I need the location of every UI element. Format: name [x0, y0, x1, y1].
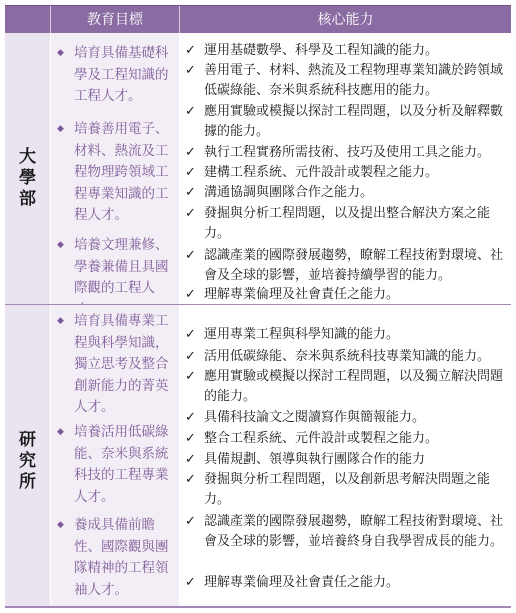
check-icon: ✓: [185, 145, 196, 160]
goal-item: ◆ 培養善用電子、材料、熱流及工程物理跨領域工程專業知識的工程人才。: [57, 121, 169, 223]
check-icon: ✓: [185, 431, 196, 446]
ability-item: ✓ 發掘與分析工程問題，以及提出整合解決方案之能力。: [185, 206, 491, 241]
check-icon: ✓: [185, 472, 196, 487]
header-goal: 教育目標: [87, 12, 143, 28]
goal-item: ◆ 培養活用低碳綠能、奈米與系統科技的工程專業人才。: [57, 424, 169, 505]
diamond-icon: ◆: [57, 124, 64, 134]
check-icon: ✓: [185, 248, 196, 263]
diamond-icon: ◆: [57, 316, 64, 326]
section-label-char: 部: [19, 189, 36, 209]
check-icon: ✓: [185, 452, 196, 467]
header-ability: 核心能力: [317, 12, 374, 28]
section-graduate: [5, 305, 511, 606]
ability-item: ✓ 具備科技論文之閱讀寫作與簡報能力。: [185, 408, 511, 428]
ability-item: ✓ 運用專業工程與科學知識的能力。: [185, 325, 511, 345]
ability-item: ✓ 應用實驗或模擬以探討工程問題，以及分析及解釋數據的能力。: [185, 104, 504, 139]
goal-item: ◆ 養成具備前瞻性、國際觀與團隊精神的工程領袖人才。: [57, 517, 169, 598]
diamond-icon: ◆: [57, 48, 64, 58]
goal-item: ◆ 培育具備基礎科學及工程知識的工程人才。: [57, 45, 169, 104]
diamond-icon: ◆: [57, 240, 64, 250]
check-icon: ✓: [185, 43, 196, 58]
check-icon: ✓: [185, 206, 196, 221]
ability-item: ✓ 整合工程系統、元件設計或製程之能力。: [185, 429, 511, 449]
check-icon: ✓: [185, 165, 196, 180]
ability-item: ✓ 理解專業倫理及社會責任之能力。: [185, 285, 511, 305]
diamond-icon: ◆: [57, 520, 64, 530]
goals-abilities-table: [5, 5, 511, 608]
section-label-char: 學: [19, 168, 36, 188]
diamond-icon: ◆: [57, 427, 64, 437]
ability-item: ✓ 理解專業倫理及社會責任之能力。: [185, 573, 511, 593]
section-label-university: [5, 147, 50, 210]
ability-item: ✓ 具備規劃、領導與執行團隊合作的能力: [185, 450, 511, 470]
section-label-graduate: [5, 430, 50, 493]
check-icon: ✓: [185, 349, 196, 364]
ability-item: ✓ 認識產業的國際發展趨勢，瞭解工程技術對環境、社會及全球的影響，並培養終身自我學習成長的能力。: [185, 514, 504, 549]
ability-item: ✓ 運用基礎數學、科學及工程知識的能力。: [185, 41, 511, 61]
check-icon: ✓: [185, 63, 196, 78]
check-icon: ✓: [185, 185, 196, 200]
check-icon: ✓: [185, 287, 196, 302]
section-label-char: 研: [19, 430, 36, 450]
check-icon: ✓: [185, 575, 196, 590]
check-icon: ✓: [185, 514, 196, 529]
goal-item: ◆ 培養文理兼修、學養兼備且具國際觀的工程人: [57, 237, 169, 296]
ability-item: ✓ 溝通協調與團隊合作之能力。: [185, 183, 511, 203]
ability-item: ✓ 執行工程實務所需技術、技巧及使用工具之能力。: [185, 143, 511, 163]
ability-item: ✓ 發掘與分析工程問題，以及創新思考解決問題之能力。: [185, 472, 491, 507]
check-icon: ✓: [185, 104, 196, 119]
ability-item: ✓ 活用低碳綠能、奈米與系統科技專業知識的能力。: [185, 347, 511, 367]
ability-item: ✓ 應用實驗或模擬以探討工程問題，以及獨立解決問題的能力。: [185, 369, 504, 404]
ability-item: ✓ 善用電子、材料、熱流及工程物理專業知識於跨領域低碳綠能、奈米與系統科技應用的能力。: [185, 63, 504, 98]
section-label-char: 所: [19, 472, 36, 492]
ability-item: ✓ 建構工程系統、元件設計或製程之能力。: [185, 163, 511, 183]
check-icon: ✓: [185, 410, 196, 425]
check-icon: ✓: [185, 369, 196, 384]
ability-item: ✓ 認識產業的國際發展趨勢，瞭解工程技術對環境、社會及全球的影響，並培養持續學習的能力。: [185, 248, 504, 283]
section-label-char: 究: [19, 451, 36, 471]
table-header: [5, 5, 511, 33]
check-icon: ✓: [185, 327, 196, 342]
section-label-char: 大: [19, 147, 36, 167]
goal-item: ◆ 培育具備專業工程與科學知識，獨立思考及整合創新能力的菁英人才。: [57, 313, 169, 415]
section-university: [5, 33, 511, 304]
